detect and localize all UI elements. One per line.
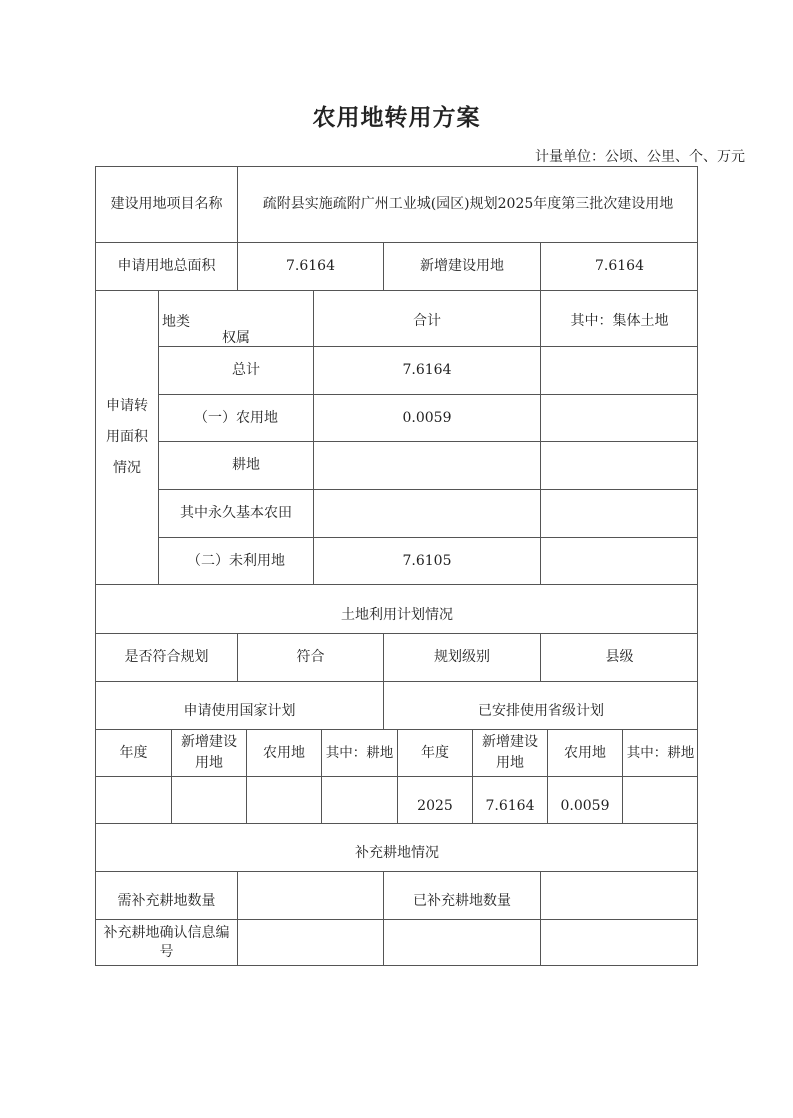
supplement-extra-cell-1	[383, 919, 540, 966]
plan-section-label: 土地利用计划情况	[95, 584, 698, 633]
plan-header-year-provincial: 年度	[397, 729, 472, 776]
plan-conform-label: 是否符合规划	[95, 633, 237, 681]
row-basic-farmland-label: 其中永久基本农田	[158, 489, 313, 537]
plan-header-new-national: 新增建设用地	[171, 729, 246, 776]
row-total-collective	[540, 346, 698, 394]
plan-value-year-provincial: 2025	[397, 776, 472, 823]
corner-ownership: 权属	[222, 330, 250, 346]
supplement-section-label: 补充耕地情况	[95, 823, 698, 871]
total-area-label: 申请用地总面积	[95, 242, 237, 290]
project-name-value: 疏附县实施疏附广州工业城(园区)规划2025年度第三批次建设用地	[237, 166, 698, 242]
new-construction-label: 新增建设用地	[383, 242, 540, 290]
supplement-need-label: 需补充耕地数量	[95, 871, 237, 919]
plan-header-arable-national: 其中：耕地	[321, 729, 397, 776]
plan-value-agri-provincial: 0.0059	[547, 776, 622, 823]
plan-header-new-provincial: 新增建设用地	[472, 729, 547, 776]
plan-level-value: 县级	[540, 633, 698, 681]
row-unused-label: （二）未利用地	[158, 537, 313, 584]
supplement-extra-cell-2	[540, 919, 698, 966]
total-area-value: 7.6164	[237, 242, 383, 290]
plan-value-new-national	[171, 776, 246, 823]
plan-header-arable-provincial: 其中：耕地	[622, 729, 698, 776]
supplement-done-label: 已补充耕地数量	[383, 871, 540, 919]
row-basic-farmland-collective	[540, 489, 698, 537]
project-name-label: 建设用地项目名称	[95, 166, 237, 242]
row-arable-value	[313, 441, 540, 489]
national-plan-label: 申请使用国家计划	[95, 681, 383, 729]
plan-value-arable-provincial	[622, 776, 698, 823]
page-title: 农用地转用方案	[312, 105, 481, 131]
row-agri-value: 0.0059	[313, 394, 540, 441]
plan-header-agri-national: 农用地	[246, 729, 321, 776]
plan-header-agri-provincial: 农用地	[547, 729, 622, 776]
row-arable-collective	[540, 441, 698, 489]
row-agri-collective	[540, 394, 698, 441]
conversion-section-label: 申请转用面积情况	[95, 290, 158, 584]
header-total: 合计	[313, 290, 540, 346]
plan-value-new-provincial: 7.6164	[472, 776, 547, 823]
corner-land-type: 地类	[162, 314, 190, 330]
new-construction-value: 7.6164	[540, 242, 698, 290]
plan-value-arable-national	[321, 776, 397, 823]
plan-header-year-national: 年度	[95, 729, 171, 776]
plan-value-year-national	[95, 776, 171, 823]
row-basic-farmland-value	[313, 489, 540, 537]
provincial-plan-label: 已安排使用省级计划	[383, 681, 698, 729]
plan-conform-value: 符合	[237, 633, 383, 681]
supplement-done-value	[540, 871, 698, 919]
row-agri-label: （一）农用地	[158, 394, 313, 441]
header-collective: 其中：集体土地	[540, 290, 698, 346]
plan-level-label: 规划级别	[383, 633, 540, 681]
supplement-confirm-label: 补充耕地确认信息编号	[95, 919, 237, 966]
row-unused-value: 7.6105	[313, 537, 540, 584]
row-arable-label: 耕地	[158, 441, 313, 489]
row-total-value: 7.6164	[313, 346, 540, 394]
row-unused-collective	[540, 537, 698, 584]
row-total-label: 总计	[158, 346, 313, 394]
plan-value-agri-national	[246, 776, 321, 823]
supplement-confirm-value	[237, 919, 383, 966]
unit-note: 计量单位：公顷、公里、个、万元	[535, 149, 745, 165]
supplement-need-value	[237, 871, 383, 919]
